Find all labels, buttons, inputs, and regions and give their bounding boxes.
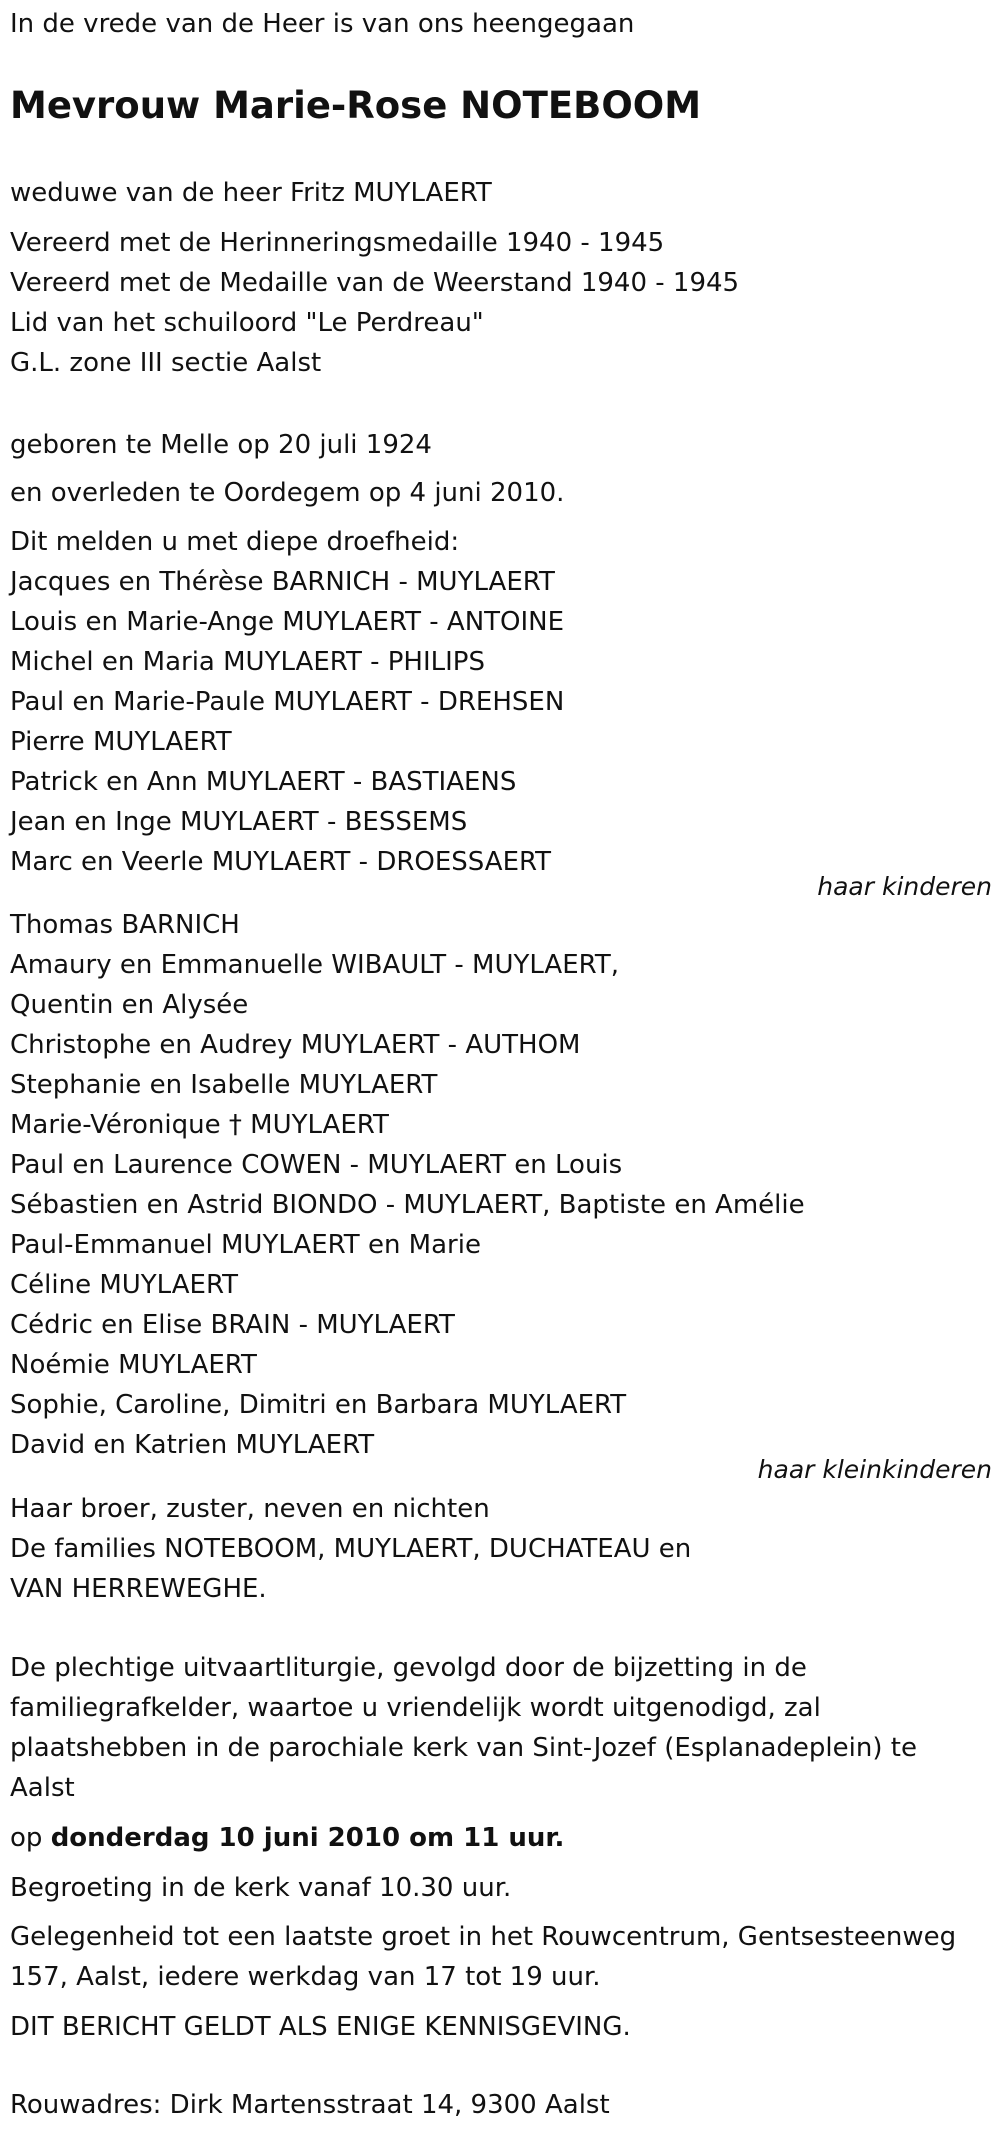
- birth-line: geboren te Melle op 20 juli 1924: [10, 430, 432, 460]
- child-line: Paul en Marie-Paule MUYLAERT - DREHSEN: [10, 687, 565, 717]
- honor-line: Lid van het schuiloord "Le Perdreau": [10, 308, 484, 338]
- ceremony-line: Aalst: [10, 1773, 75, 1803]
- mourning-address: Rouwadres: Dirk Martensstraat 14, 9300 Aalst: [10, 2090, 610, 2120]
- service-date: donderdag 10 juni 2010 om 11 uur.: [50, 1823, 565, 1853]
- ceremony-line: plaatshebben in de parochiale kerk van Sint-Jozef (Esplanadeplein) te: [10, 1733, 917, 1763]
- honor-line: G.L. zone III sectie Aalst: [10, 348, 322, 378]
- intro-line: In de vrede van de Heer is van ons heengegaan: [10, 9, 635, 39]
- grandchild-line: Quentin en Alysée: [10, 990, 249, 1020]
- grandchild-line: Stephanie en Isabelle MUYLAERT: [10, 1070, 438, 1100]
- grandchild-line: Sébastien en Astrid BIONDO - MUYLAERT, Baptiste en Amélie: [10, 1190, 805, 1220]
- service-date-prefix: op: [10, 1823, 51, 1853]
- family-line: De families NOTEBOOM, MUYLAERT, DUCHATEAU en: [10, 1534, 692, 1564]
- grandchildren-label: haar kleinkinderen: [757, 1455, 992, 1484]
- ceremony-line: De plechtige uitvaartliturgie, gevolgd door de bijzetting in de: [10, 1653, 807, 1683]
- widow-line: weduwe van de heer Fritz MUYLAERT: [10, 178, 492, 208]
- grandchild-line: Sophie, Caroline, Dimitri en Barbara MUYLAERT: [10, 1390, 627, 1420]
- grandchild-line: Christophe en Audrey MUYLAERT - AUTHOM: [10, 1030, 581, 1060]
- child-line: Michel en Maria MUYLAERT - PHILIPS: [10, 647, 485, 677]
- children-label: haar kinderen: [817, 872, 992, 901]
- deceased-name: Mevrouw Marie-Rose NOTEBOOM: [10, 84, 702, 127]
- honor-line: Vereerd met de Herinneringsmedaille 1940 - 1945: [10, 228, 665, 258]
- child-line: Jean en Inge MUYLAERT - BESSEMS: [10, 807, 468, 837]
- grandchild-line: Paul en Laurence COWEN - MUYLAERT en Louis: [10, 1150, 623, 1180]
- death-line: en overleden te Oordegem op 4 juni 2010.: [10, 478, 565, 508]
- ceremony-line: familiegrafkelder, waartoe u vriendelijk wordt uitgenodigd, zal: [10, 1693, 821, 1723]
- child-line: Louis en Marie-Ange MUYLAERT - ANTOINE: [10, 607, 565, 637]
- grandchild-line: Céline MUYLAERT: [10, 1270, 239, 1300]
- service-date-line: [10, 1823, 564, 1853]
- greeting-line: Begroeting in de kerk vanaf 10.30 uur.: [10, 1873, 512, 1903]
- farewell-line: Gelegenheid tot een laatste groet in het Rouwcentrum, Gentsesteenweg: [10, 1922, 957, 1952]
- child-line: Pierre MUYLAERT: [10, 727, 232, 757]
- grandchild-line: Noémie MUYLAERT: [10, 1350, 257, 1380]
- family-line: VAN HERREWEGHE.: [10, 1574, 267, 1604]
- grandchild-line: Marie-Véronique † MUYLAERT: [10, 1110, 389, 1140]
- grandchild-line: Amaury en Emmanuelle WIBAULT - MUYLAERT,: [10, 950, 619, 980]
- grandchild-line: Cédric en Elise BRAIN - MUYLAERT: [10, 1310, 455, 1340]
- honor-line: Vereerd met de Medaille van de Weerstand 1940 - 1945: [10, 268, 740, 298]
- sole-notice-line: DIT BERICHT GELDT ALS ENIGE KENNISGEVING.: [10, 2012, 631, 2042]
- grandchild-line: Paul-Emmanuel MUYLAERT en Marie: [10, 1230, 481, 1260]
- grandchild-line: David en Katrien MUYLAERT: [10, 1430, 375, 1460]
- announce-line: Dit melden u met diepe droefheid:: [10, 527, 460, 557]
- family-line: Haar broer, zuster, neven en nichten: [10, 1494, 490, 1524]
- child-line: Marc en Veerle MUYLAERT - DROESSAERT: [10, 847, 552, 877]
- child-line: Jacques en Thérèse BARNICH - MUYLAERT: [10, 567, 555, 597]
- child-line: Patrick en Ann MUYLAERT - BASTIAENS: [10, 767, 517, 797]
- farewell-line: 157, Aalst, iedere werkdag van 17 tot 19 uur.: [10, 1962, 601, 1992]
- grandchild-line: Thomas BARNICH: [10, 910, 240, 940]
